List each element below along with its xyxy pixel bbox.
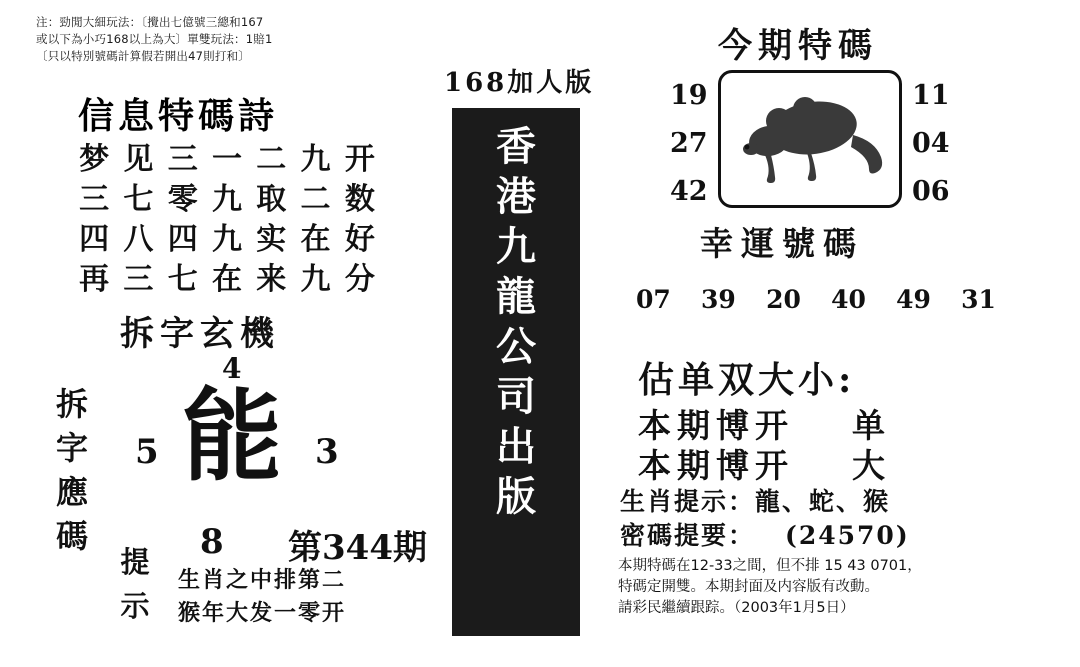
left-number-2: 27 [670,128,708,159]
lucky-numbers-row [636,285,996,314]
poem-cell: 好 [344,222,375,257]
prediction-row-2-label: 本期博开 [638,446,794,485]
left-title: 信息特碼詩 [78,95,279,137]
poem-cell: 三 [79,182,110,217]
bottom-hint-line-1: 生肖之中排第二 [178,567,347,593]
banner-char: 出 [496,423,536,470]
issue-number: 第344期 [288,528,427,568]
featured-character: 能 [182,377,282,495]
banner-char: 版 [496,473,536,520]
banner-char: 龍 [496,273,536,320]
footnote-block [618,556,1058,619]
bottom-hint-line-2: 猴年大发一零开 [178,600,347,626]
poem-cell: 在 [211,262,242,297]
code-hint [620,516,910,552]
poem-row [72,220,382,260]
poem-cell: 九 [300,142,331,177]
prediction-row-2 [638,440,891,487]
disclaimer-line-1: 注：勁閒大細玩法：〔攪出七億號三總和167 [36,15,264,29]
chaizi-title: 拆字玄機 [120,314,280,354]
banner-char: 港 [496,173,536,220]
poem-cell: 三 [123,262,154,297]
hint-number-right: 3 [315,432,339,472]
lucky-number: 20 [766,285,801,314]
vertical-tishi-label: 提示 [120,545,150,623]
poem-cell: 二 [300,182,331,217]
poem-cell: 取 [256,182,287,217]
poem-cell: 九 [211,222,242,257]
poem-cell: 梦 [79,142,110,177]
disclaimer-line-2: 或以下為小巧168以上為大〕單雙玩法：1賠1 [36,32,273,46]
poem-cell: 在 [300,222,331,257]
code-hint-value: (24570) [785,521,910,550]
poem-cell: 见 [123,142,154,177]
poem-cell: 实 [256,222,287,257]
lucky-number: 49 [896,285,931,314]
poem-cell: 四 [79,222,110,257]
poem-cell: 二 [256,142,287,177]
poem-cell: 七 [123,182,154,217]
lucky-number: 07 [636,285,671,314]
poem-cell: 七 [167,262,198,297]
prediction-row-1-value: 单 [852,406,891,445]
right-number-3: 06 [912,176,950,207]
hint-number-bottom: 8 [200,522,224,562]
poem-cell: 开 [344,142,375,177]
lucky-number: 40 [831,285,866,314]
zodiac-frame [718,70,902,208]
prediction-row-2-value: 大 [852,446,891,485]
gudan-label: 估单双大小: [638,359,856,401]
banner-char: 司 [496,373,536,420]
poem-cell: 数 [344,182,375,217]
bottom-hint-block [178,564,428,630]
vertical-chaizi-label: 拆字應碼 [55,385,88,555]
lucky-title: 幸運號碼 [700,224,864,263]
left-number-1: 19 [670,80,708,111]
right-number-1: 11 [912,80,950,111]
right-number-2: 04 [912,128,950,159]
footnote-line-1: 本期特碼在12-33之間，但不排 15 43 0701， [618,558,922,574]
zodiac-hint: 生肖提示：龍、蛇、猴 [620,487,891,516]
poem-cell: 九 [211,182,242,217]
hint-number-left: 5 [135,432,159,472]
disclaimer-line-3: 〔只以特別號碼計算假若開出47則打和〕 [36,49,250,63]
poem-cell: 九 [300,262,331,297]
footnote-line-3: 請彩民繼續跟踪。（2003年1月5日） [618,600,855,616]
poem-row [72,180,382,220]
lucky-number: 31 [961,285,996,314]
poem-cell: 来 [256,262,287,297]
lucky-number: 39 [701,285,736,314]
poem-row [72,140,382,180]
footnote-line-2: 特碼定開雙。本期封面及内容版有改動。 [618,579,879,595]
poem-cell: 再 [79,262,110,297]
poem-cell: 一 [211,142,242,177]
left-number-3: 42 [670,176,708,207]
disclaimer-block [36,14,436,65]
prediction-row-1-label: 本期博开 [638,406,794,445]
poem-block [72,140,382,300]
banner-top-label: 168加人版 [444,68,595,98]
poem-cell: 三 [167,142,198,177]
poem-cell: 八 [123,222,154,257]
code-hint-label: 密碼提要： [620,521,756,550]
banner-char: 公 [496,323,536,370]
banner-char: 香 [496,123,536,170]
poem-cell: 四 [167,222,198,257]
right-title: 今期特碼 [718,26,878,66]
hint-number-top: 4 [222,352,242,385]
publisher-banner [452,108,580,636]
poem-cell: 分 [344,262,375,297]
mouse-icon [721,73,893,199]
banner-char: 九 [496,223,536,270]
poem-cell: 零 [167,182,198,217]
poem-row [72,260,382,300]
